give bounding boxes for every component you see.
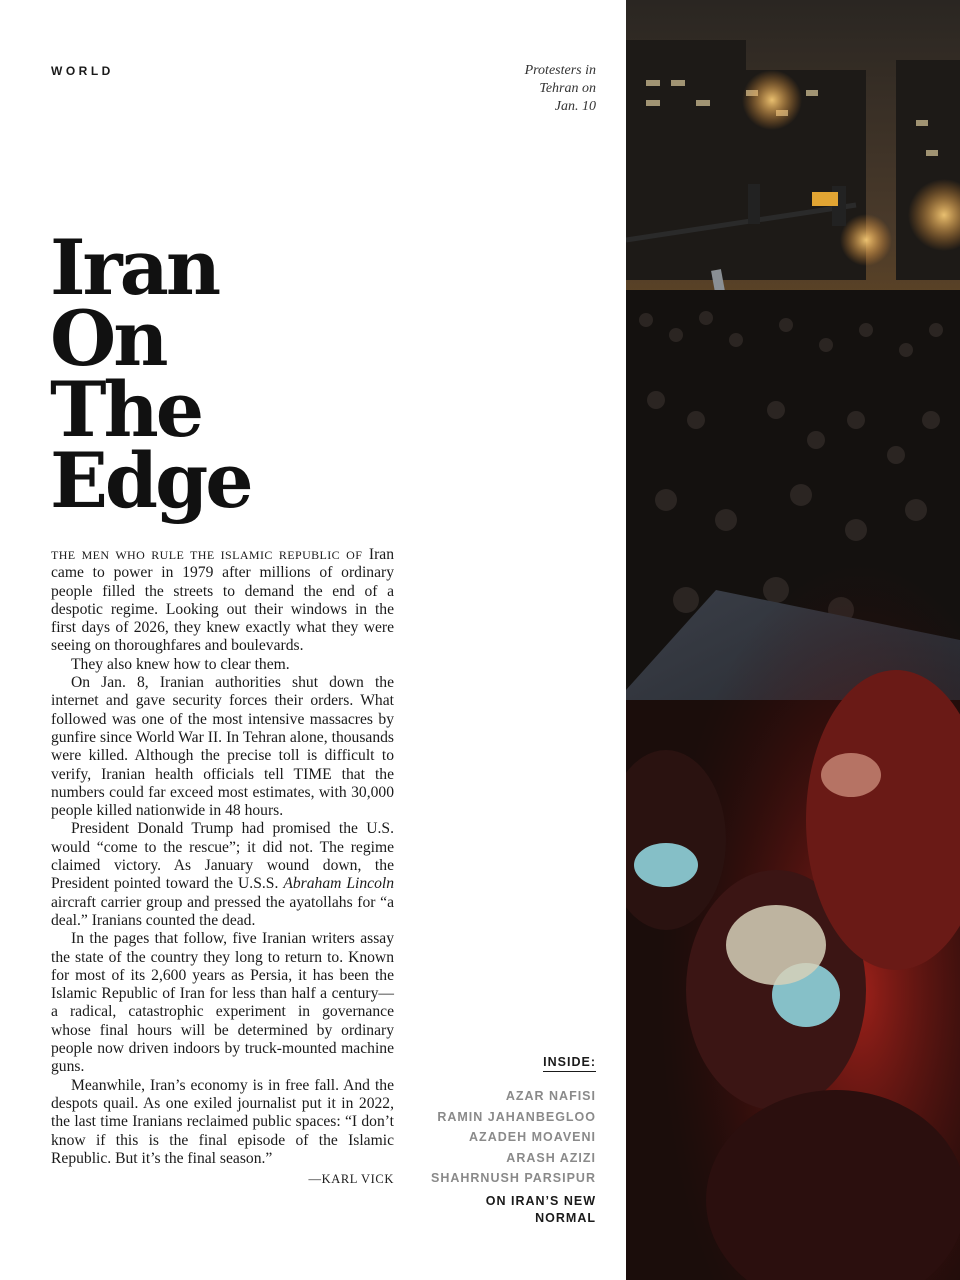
article-paragraph: On Jan. 8, Iranian authorities shut down the internet and gave security forces their orders. What followed was one of the most intensive massacres by gunfire since World War II. In Tehran alone, thousands were killed. Although the precise toll is difficult to verify, Iranian health officials tell TIME that the numbers could far exceed most estimates, with 30,000 people killed nationwide in 48 hours. [51,674,394,820]
paragraph-text: aircraft carrier group and pressed the ayatollahs for “a deal.” Iranians counted the dead. [51,893,394,929]
protest-photo [626,0,960,1280]
headline [50,223,251,525]
headline-word: On [50,294,166,383]
article-body [51,546,394,1188]
article-paragraph: In the pages that follow, five Iranian writers assay the state of the country they long to return to. Known for most of its 2,600 years as Persia, it has been the Islamic Republic of Iran for less than half a century—a radical, catastrophic experiment in governance whose final hours will be determined by ordinary people now driven indoors by truck-mounted machine guns. [51,930,394,1076]
street-light [742,70,802,130]
photo-caption [456,62,596,116]
inside-author: RAMIN JAHANBEGLOO [437,1109,596,1124]
street-light [840,214,892,266]
lede-small-caps: THE MEN WHO RULE THE ISLAMIC REPUBLIC OF [51,548,363,562]
buildings [626,40,960,280]
ship-name: Abraham Lincoln [283,875,395,893]
inside-box [396,1053,596,1227]
headline-word: Edge [50,436,251,525]
section-label: WORLD [51,64,114,78]
inside-topic-line: ON IRAN’S NEW [485,1193,596,1208]
protest-photo-illustration [626,0,960,1280]
caption-line: Tehran on [539,81,596,96]
paragraph-text: President Donald Trump had promised the U.S. would “come to the rescue”; it did not. The regime claimed victory. As January wound down, the President pointed toward the U.S.S. [51,820,394,893]
beanie [726,905,826,985]
inside-author: ARASH AZIZI [506,1150,596,1165]
article-paragraph: Meanwhile, Iran’s economy is in free fall. And the despots quail. As one exiled journalist put it in 2022, the last time Iranians reclaimed public spaces: “I don’t know if this is the final episode of the Islamic Republic. But it’s the final season.” [51,1076,394,1167]
caption-line: Jan. 10 [554,99,596,114]
byline: —KARL VICK [308,1172,394,1187]
article-paragraph [51,546,394,656]
paragraph-text: Iran came to power in 1979 after millions of ordinary people filled the streets to demand the end of a despotic regime. Looking out their windows in the first days of 2026, they knew exactly what they were seeing on thoroughfares and boulevards. [51,546,394,655]
article-paragraph: They also knew how to clear them. [71,655,290,673]
inside-topic-line: NORMAL [535,1210,596,1225]
article-paragraph [51,820,394,930]
inside-author: AZADEH MOAVENI [469,1130,596,1144]
headline-word: Iran [50,223,219,312]
inside-author: SHAHRNUSH PARSIPUR [430,1171,596,1185]
inside-title: INSIDE: [543,1055,596,1072]
headline-word: The [50,365,202,454]
inside-author: AZAR NAFISI [505,1089,596,1103]
caption-line: Protesters in [524,63,596,78]
inside-topic [396,1193,596,1227]
raised-hand [821,753,881,797]
